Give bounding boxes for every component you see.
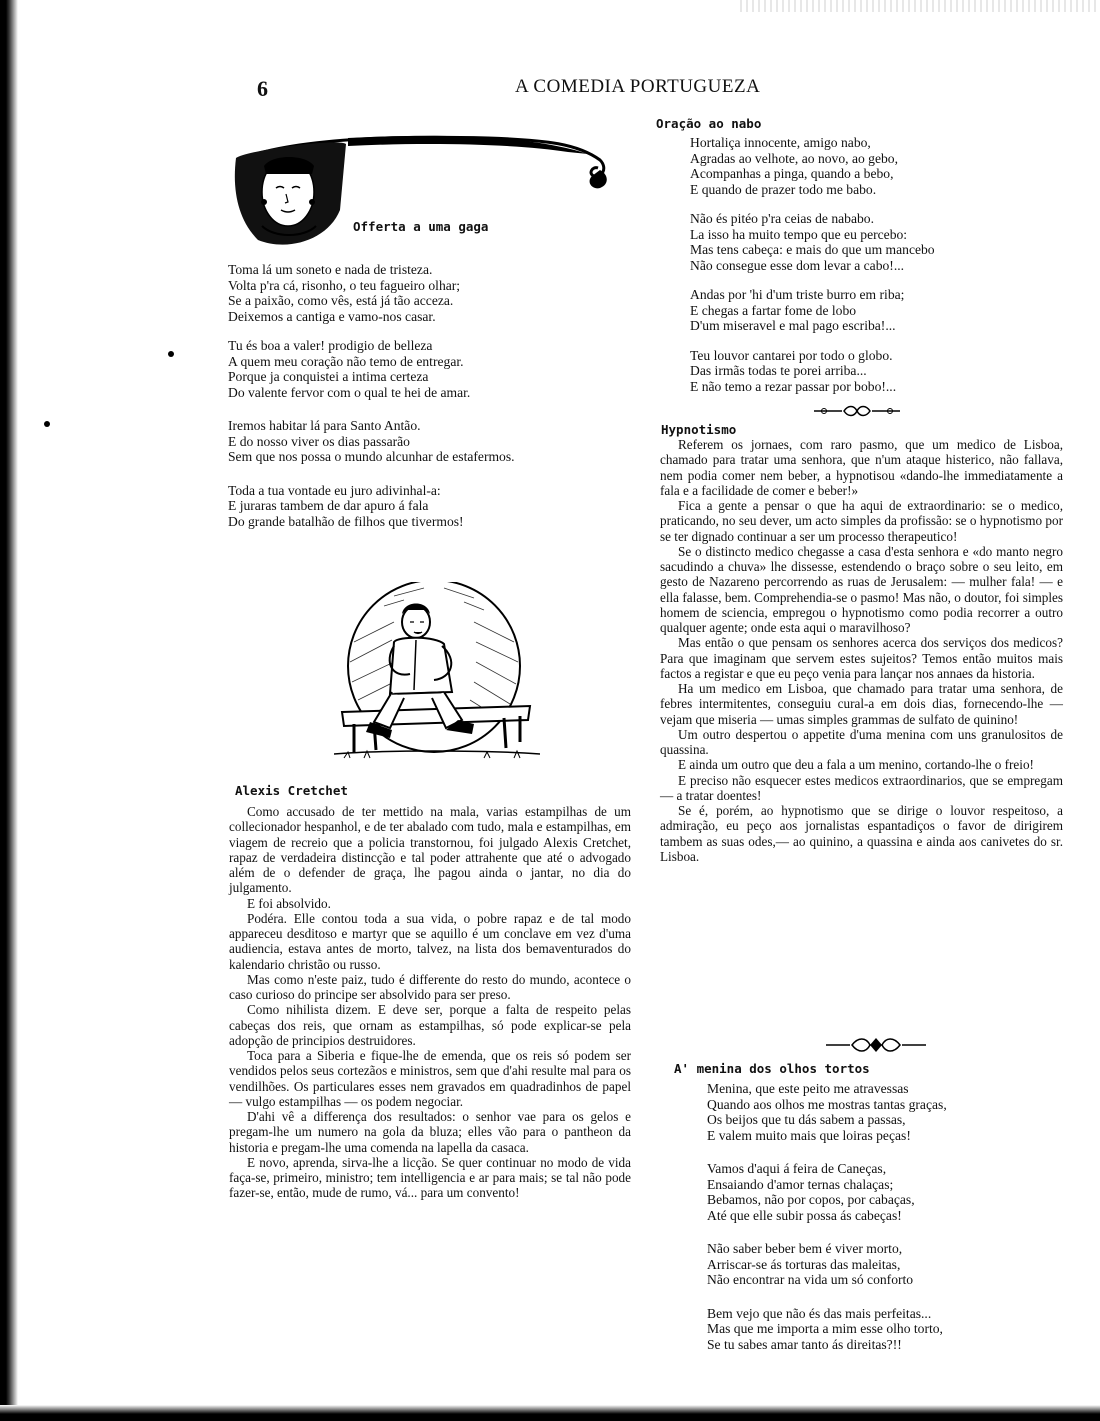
poem-line: D'um miseravel e mal pago escriba!... (690, 318, 896, 333)
offerta-title: Offerta a uma gaga (353, 219, 489, 234)
poem-line: Das irmãs todas te porei arriba... (690, 363, 867, 378)
poem-line: Hortaliça innocente, amigo nabo, (690, 135, 871, 150)
offerta-poem (228, 262, 515, 543)
poem-line: Não és pitéo p'ra ceias de nababo. (690, 211, 875, 226)
poem-line: E juraras tambem de dar apuro á fala (228, 498, 429, 513)
margin-mark (168, 351, 174, 357)
poem-line: E quando de prazer todo me babo. (690, 181, 877, 197)
poem-line: Iremos habitar lá para Santo Antão. (228, 418, 421, 433)
poem-line: E do nosso viver os dias passarão (228, 433, 410, 449)
poem-line: Não saber beber bem é viver morto, (707, 1241, 903, 1256)
oracao-title: Oração ao nabo (656, 116, 762, 131)
poem-line: E valem muito mais que loiras peças! (707, 1127, 911, 1143)
poem-line: Os beijos que tu dás sabem a passas, (707, 1112, 906, 1127)
poem-line: Agradas ao velhote, ao novo, ao gebo, (690, 150, 898, 166)
paragraph: E novo, aprenda, sirva-lhe a licção. Se quer continuar no modo de vida faça-se, primeiro, ministro; tem intelligencia e ar para mais; se tal não pode fazer-se, então, mude de rumo, vá... para um convento! (229, 1154, 631, 1201)
paragraph: Podéra. Elle contou toda a sua vida, o pobre rapaz e de tal modo appareceu desditoso e martyr que se aquillo é um conclave em vez d'uma audiencia, estava antes de morto, talvez, na lista dos bemaventurados do kalendario christão ou russo. (229, 910, 631, 972)
margin-mark (44, 421, 50, 427)
poem-line: Vamos d'aqui á feira de Caneças, (707, 1161, 887, 1176)
hypnotismo-article (660, 437, 1063, 864)
paragraph: E ainda um outro que deu a fala a um menino, cortando-lhe o freio! (678, 757, 1034, 773)
paragraph: E foi absolvido. (247, 895, 331, 911)
paragraph: E preciso não esquecer estes medicos extraordinarios, que se empregam — a tratar doentes! (660, 772, 1063, 803)
poem-line: Mas tens cabeça: e mais do que um mancebo (690, 242, 935, 257)
paragraph: Referem os jornaes, com raro pasmo, que um medico de Lisboa, chamado para tratar uma senhora, que n'um ataque histerico, não fallava, nem podia comer nem beber, a hypnotisou «dando-lhe immediatamente a fala e a facilidade de comer e beber!» (660, 437, 1063, 498)
poem-stanza (690, 348, 935, 395)
poem-line: Toda a tua vontade eu juro adivinhal-a: (228, 482, 441, 498)
poem-stanza (707, 1306, 947, 1353)
paragraph: Se o distincto medico chegasse a casa d'esta senhora e «do manto negro sacudindo a chuva» lhe dissesse, estendendo o braço sobre o seu leito, em gesto de Nazareno percorrendo as ruas de Jerusalem: — mulher fala! — e ella falasse, bem. Comprehendia-se o pasmo! Mas não, o doutor, foi simples homem de sciencia, empregou o hypnotismo como podia recorrer a outro qualquer agente; onde esta aqui o maravilhoso? (660, 543, 1063, 635)
poem-line: Bem vejo que não és das mais perfeitas... (707, 1305, 932, 1321)
portrait-banner-illustration (228, 130, 618, 255)
poem-line: Tu és boa a valer! prodigio de belleza (228, 338, 433, 353)
poem-stanza (228, 418, 515, 465)
poem-stanza (707, 1241, 947, 1288)
poem-stanza (690, 287, 935, 334)
scan-border-left (0, 0, 18, 1421)
poem-stanza (690, 135, 935, 197)
poem-line: Se tu sabes amar tanto ás direitas?!! (707, 1336, 902, 1352)
poem-line: Teu louvor cantarei por todo o globo. (690, 347, 893, 363)
poem-line: Até que elle subir possa ás cabeças! (707, 1207, 902, 1223)
paragraph: Mas como n'este paiz, tudo é differente do resto do mundo, acontece o caso curioso do principe ser absolvido para ser preso. (229, 971, 631, 1002)
paragraph: Como accusado de ter mettido na mala, varias estampilhas de um collecionador hespanhol, e de ter abalado com tudo, mala e estampilhas, em viagem de recreio que a policia transtornou, foi julgado Alexis Cretchet, rapaz de verdadeira distincção e tal poder attrahente que até o advogado além de o defender de graça, lhe pagou ainda o jantar, no dia do julgamento. (229, 804, 631, 896)
poem-line: Toma lá um soneto e nada de tristeza. (228, 262, 433, 277)
poem-stanza (690, 211, 935, 273)
poem-stanza (228, 262, 515, 324)
oracao-poem (690, 135, 935, 408)
poem-stanza (228, 483, 515, 530)
poem-line: Se a paixão, como vês, está já tão acceza. (228, 293, 454, 308)
poem-line: Menina, que este peito me atravessas (707, 1081, 909, 1096)
poem-line: Do valente fervor com o qual te hei de amar. (228, 384, 471, 400)
poem-line: Porque ja conquistei a intima certeza (228, 369, 429, 384)
poem-line: Sem que nos possa o mundo alcunhar de estafermos. (228, 449, 515, 464)
paragraph: Um outro despertou o appetite d'uma menina com uns granulositos de quassina. (660, 726, 1063, 757)
poem-line: A quem meu coração não temo de entregar. (228, 353, 464, 369)
divider-ornament (812, 404, 902, 418)
menina-title: A' menina dos olhos tortos (674, 1061, 870, 1076)
hypnotismo-title: Hypnotismo (661, 422, 737, 437)
paragraph: Toca para a Siberia e fique-lhe de emenda, que os reis só podem ser vendidos pelos seus cortezãos e ministros, sem que d'ahi resulte mal para os vendilhões. Os particulares esses nem gravados em quadradinhos de papel — vulgo estampilhas — os podem negociar. (229, 1048, 631, 1109)
poem-line: Andas por 'hi d'um triste burro em riba; (690, 287, 905, 302)
poem-line: La isso ha muito tempo que eu percebo: (690, 226, 908, 242)
poem-stanza (228, 338, 515, 400)
poem-line: Quando aos olhos me mostras tantas graças, (707, 1096, 947, 1112)
poem-stanza (707, 1161, 947, 1223)
poem-line: Volta p'ra cá, risonho, o teu fagueiro olhar; (228, 277, 461, 293)
seated-man-illustration (334, 582, 540, 762)
paragraph: Se é, porém, ao hypnotismo que se dirige o louvor respeitoso, a admiração, eu peço aos jornalistas espantadiços o favor de dirigirem tambem as suas odes,— ao quinino, a quassina e ainda aos canivetes do sr. Lisboa. (660, 803, 1063, 864)
alexis-title: Alexis Cretchet (235, 783, 348, 798)
running-title: A COMEDIA PORTUGUEZA (515, 76, 761, 97)
scan-noise-top (740, 0, 1100, 12)
paragraph: Fica a gente a pensar o que ha aqui de extraordinario: se o medico, praticando, no seu dever, um acto simples da profissão: se o hypnotismo por se ter dignado continuar a ser um processo therapeutico! (660, 498, 1063, 544)
poem-stanza (707, 1081, 947, 1143)
paragraph: Como nihilista dizem. E deve ser, porque a falta de respeito pelas cabeças dos reis, que ornam as estampilhas, só pode explicar-se pela adopção de principios destruidores. (229, 1002, 631, 1048)
divider-ornament (824, 1037, 928, 1053)
menina-poem (707, 1081, 947, 1366)
poem-line: Arriscar-se ás torturas das maleitas, (707, 1256, 901, 1272)
scan-border-bottom (0, 1405, 1100, 1421)
poem-line: E não temo a rezar passar por bobo!... (690, 378, 897, 394)
paragraph: Mas então o que pensam os senhores acerca dos serviços dos medicos? Para que imaginam que servem estes sujeitos? Temos então muitos mais factos a registar e que eu peço venia para lançar nos annaes da historia. (660, 635, 1063, 681)
poem-line: Mas que me importa a mim esse olho torto, (707, 1321, 943, 1336)
paragraph: Ha um medico em Lisboa, que chamado para tratar uma senhora, de febres intermitentes, conseguiu cural-a em dois dias, fornecendo-lhe — vejam que miseria — umas simples grammas de sulfato de quinino! (660, 681, 1063, 727)
poem-line: Ensaiando d'amor ternas chalaças; (707, 1176, 894, 1192)
poem-line: Deixemos a cantiga e vamo-nos casar. (228, 308, 436, 324)
poem-line: Bebamos, não por copos, por cabaças, (707, 1192, 915, 1207)
paragraph: D'ahi vê a differença dos resultados: o senhor vae para os gelos e pregam-lhe um numero na gola da bluza; elles vão para o pantheon da historia e pregam-lhe uma comenda na lapella da casaca. (229, 1109, 631, 1155)
poem-line: Não consegue esse dom levar a cabo!... (690, 257, 905, 273)
page-number: 6 (257, 76, 268, 101)
poem-line: E chegas a fartar fome de lobo (690, 302, 857, 318)
poem-line: Não encontrar na vida um só conforto (707, 1272, 914, 1287)
poem-line: Acompanhas a pinga, quando a bebo, (690, 166, 894, 181)
alexis-article (229, 804, 631, 1201)
poem-line: Do grande batalhão de filhos que tivermos! (228, 513, 464, 529)
